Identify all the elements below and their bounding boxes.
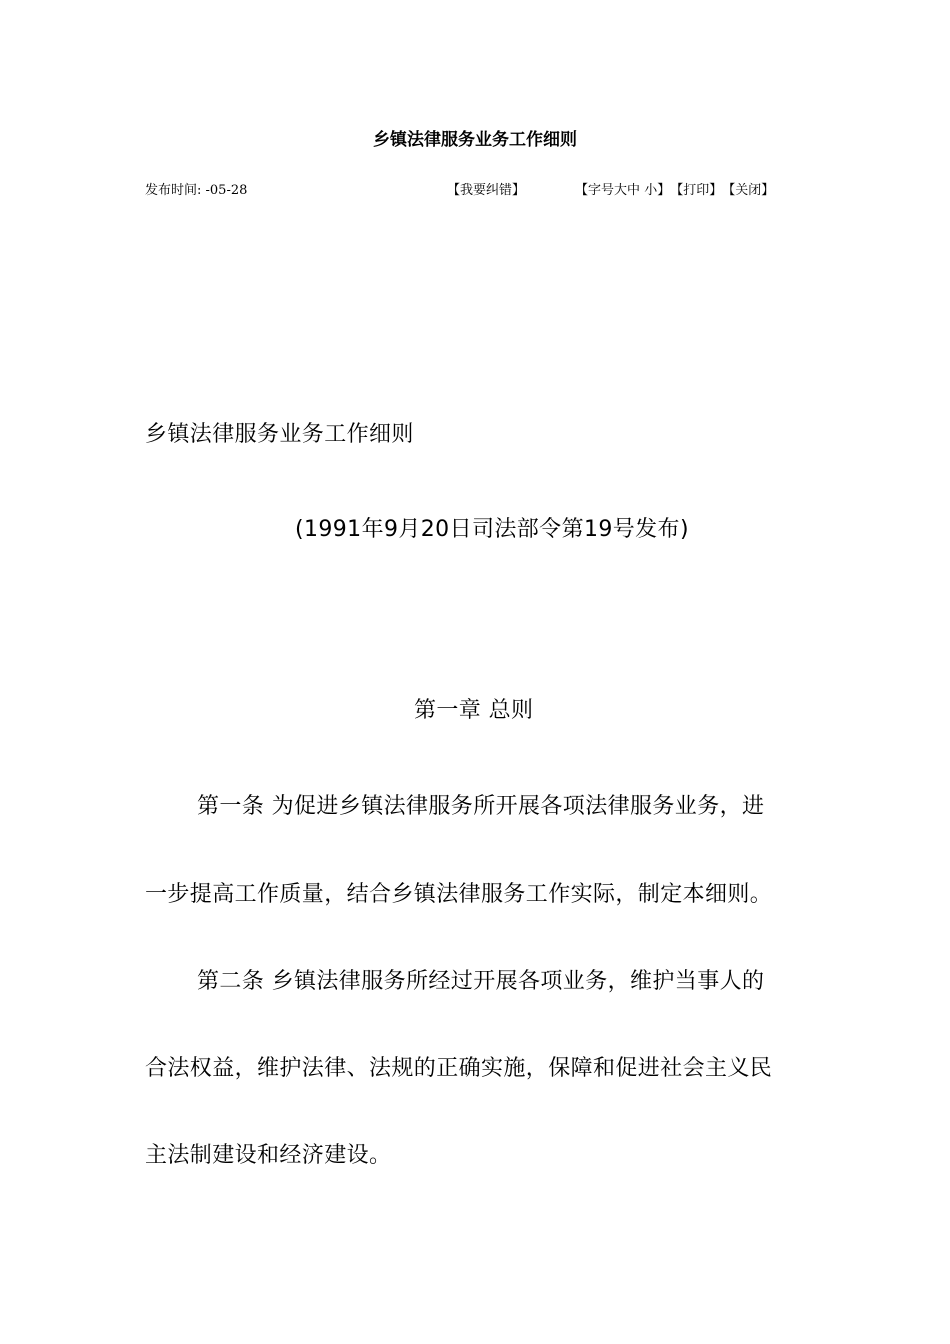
font-small-link[interactable]: 小】 <box>644 183 671 198</box>
article-1-line-2: 一步提高工作质量，结合乡镇法律服务工作实际，制定本细则。 <box>145 882 773 907</box>
article-2-line-3: 主法制建设和经济建设。 <box>145 1143 392 1168</box>
document-subtitle: (1991年9月20日司法部令第19号发布) <box>295 517 689 542</box>
report-error-link[interactable]: 【我要纠错】 <box>447 183 526 198</box>
article-2-line-1: 第二条 乡镇法律服务所经过开展各项业务，维护当事人的 <box>197 969 765 994</box>
print-link[interactable]: 【打印】 <box>670 183 723 198</box>
close-link[interactable]: 【关闭】 <box>722 183 775 198</box>
chapter-heading: 第一章 总则 <box>414 698 534 723</box>
font-large-link[interactable]: 大 <box>614 183 628 198</box>
header-title: 乡镇法律服务业务工作细则 <box>373 130 577 150</box>
font-medium-link[interactable]: 中 <box>627 183 641 198</box>
publish-time: 发布时间: -05-28 <box>145 183 248 198</box>
article-2-line-2: 合法权益，维护法律、法规的正确实施，保障和促进社会主义民 <box>145 1056 773 1081</box>
font-size-label: 【字号 <box>575 183 615 198</box>
toolbar <box>575 181 774 201</box>
article-1-line-1: 第一条 为促进乡镇法律服务所开展各项法律服务业务，进 <box>197 794 765 819</box>
document-title: 乡镇法律服务业务工作细则 <box>145 422 414 447</box>
